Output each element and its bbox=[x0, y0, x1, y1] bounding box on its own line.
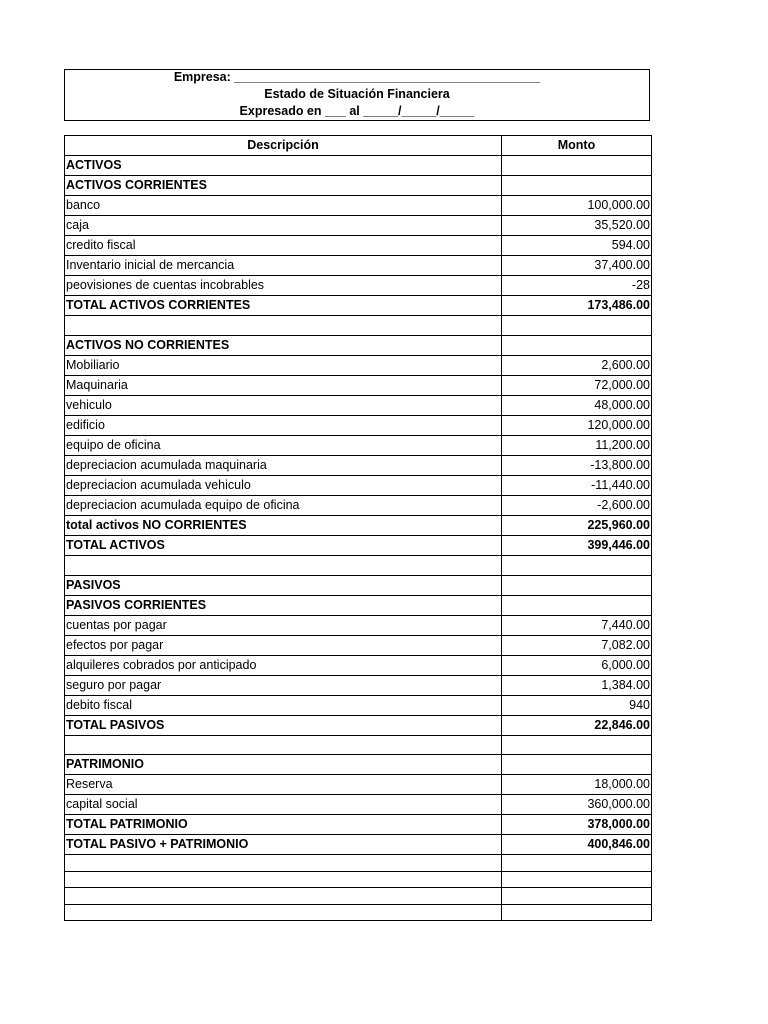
row-amount: -13,800.00 bbox=[502, 455, 652, 475]
row-amount bbox=[502, 176, 652, 196]
column-header-amount: Monto bbox=[502, 136, 652, 156]
table-row bbox=[65, 495, 652, 515]
row-amount: 37,400.00 bbox=[502, 256, 652, 276]
empty-row bbox=[65, 855, 652, 872]
empty-cell bbox=[502, 855, 652, 872]
row-amount bbox=[502, 156, 652, 176]
empty-cell bbox=[502, 904, 652, 921]
row-description bbox=[65, 316, 502, 336]
row-description: TOTAL PATRIMONIO bbox=[65, 815, 502, 835]
row-description: Reserva bbox=[65, 775, 502, 795]
row-amount: 940 bbox=[502, 695, 652, 715]
row-amount: 35,520.00 bbox=[502, 216, 652, 236]
row-description: debito fiscal bbox=[65, 695, 502, 715]
row-amount bbox=[502, 316, 652, 336]
table-row bbox=[65, 455, 652, 475]
row-amount: -28 bbox=[502, 276, 652, 296]
table-row bbox=[65, 515, 652, 535]
table-row bbox=[65, 815, 652, 835]
empty-cell bbox=[502, 888, 652, 905]
row-amount: 378,000.00 bbox=[502, 815, 652, 835]
row-description: ACTIVOS NO CORRIENTES bbox=[65, 335, 502, 355]
row-amount: -11,440.00 bbox=[502, 475, 652, 495]
row-amount: 594.00 bbox=[502, 236, 652, 256]
row-description: cuentas por pagar bbox=[65, 615, 502, 635]
empty-row bbox=[65, 904, 652, 921]
table-row bbox=[65, 176, 652, 196]
row-description: caja bbox=[65, 216, 502, 236]
row-description bbox=[65, 735, 502, 755]
row-description: edificio bbox=[65, 415, 502, 435]
table-row bbox=[65, 395, 652, 415]
table-row bbox=[65, 615, 652, 635]
empty-row bbox=[65, 888, 652, 905]
table-row bbox=[65, 675, 652, 695]
empty-cell bbox=[65, 871, 502, 888]
table-row bbox=[65, 256, 652, 276]
row-amount: 22,846.00 bbox=[502, 715, 652, 735]
row-description: credito fiscal bbox=[65, 236, 502, 256]
row-description: Inventario inicial de mercancia bbox=[65, 256, 502, 276]
table-row bbox=[65, 715, 652, 735]
row-amount: 100,000.00 bbox=[502, 196, 652, 216]
balance-sheet-table bbox=[64, 135, 652, 921]
row-description: Maquinaria bbox=[65, 375, 502, 395]
table-row bbox=[65, 375, 652, 395]
row-description: alquileres cobrados por anticipado bbox=[65, 655, 502, 675]
row-description: total activos NO CORRIENTES bbox=[65, 515, 502, 535]
table-row bbox=[65, 555, 652, 575]
row-amount: 2,600.00 bbox=[502, 355, 652, 375]
table-row bbox=[65, 316, 652, 336]
row-amount: 400,846.00 bbox=[502, 835, 652, 855]
row-description: efectos por pagar bbox=[65, 635, 502, 655]
table-row bbox=[65, 535, 652, 555]
row-amount: 6,000.00 bbox=[502, 655, 652, 675]
table-row bbox=[65, 795, 652, 815]
table-row bbox=[65, 775, 652, 795]
table-row bbox=[65, 415, 652, 435]
row-description: equipo de oficina bbox=[65, 435, 502, 455]
row-description: TOTAL PASIVOS bbox=[65, 715, 502, 735]
row-description: PATRIMONIO bbox=[65, 755, 502, 775]
table-row bbox=[65, 835, 652, 855]
table-row bbox=[65, 156, 652, 176]
row-amount: 72,000.00 bbox=[502, 375, 652, 395]
table-row bbox=[65, 216, 652, 236]
table-row bbox=[65, 755, 652, 775]
empty-cell bbox=[65, 904, 502, 921]
table-row bbox=[65, 196, 652, 216]
row-description: capital social bbox=[65, 795, 502, 815]
row-description: depreciacion acumulada vehiculo bbox=[65, 475, 502, 495]
report-title: Estado de Situación Financiera bbox=[264, 87, 450, 101]
table-row bbox=[65, 655, 652, 675]
row-amount: 11,200.00 bbox=[502, 435, 652, 455]
table-row bbox=[65, 276, 652, 296]
row-description: banco bbox=[65, 196, 502, 216]
row-amount: 399,446.00 bbox=[502, 535, 652, 555]
row-amount: 7,082.00 bbox=[502, 635, 652, 655]
row-amount bbox=[502, 755, 652, 775]
row-description: depreciacion acumulada equipo de oficina bbox=[65, 495, 502, 515]
row-description: seguro por pagar bbox=[65, 675, 502, 695]
row-amount bbox=[502, 735, 652, 755]
row-description: depreciacion acumulada maquinaria bbox=[65, 455, 502, 475]
row-description: TOTAL ACTIVOS bbox=[65, 535, 502, 555]
column-header-description: Descripción bbox=[65, 136, 502, 156]
row-description: peovisiones de cuentas incobrables bbox=[65, 276, 502, 296]
table-row bbox=[65, 475, 652, 495]
row-amount: 48,000.00 bbox=[502, 395, 652, 415]
empty-row bbox=[65, 871, 652, 888]
row-description: PASIVOS bbox=[65, 575, 502, 595]
company-line: Empresa: ____________________________________________ bbox=[173, 70, 541, 84]
period-line: Expresado en ___ al _____/_____/_____ bbox=[239, 104, 475, 118]
table-row bbox=[65, 695, 652, 715]
row-description: vehiculo bbox=[65, 395, 502, 415]
table-row bbox=[65, 435, 652, 455]
report-header bbox=[64, 69, 650, 121]
row-amount bbox=[502, 335, 652, 355]
row-amount: 1,384.00 bbox=[502, 675, 652, 695]
empty-cell bbox=[65, 888, 502, 905]
table-row bbox=[65, 635, 652, 655]
table-header-row bbox=[65, 136, 652, 156]
row-description: ACTIVOS bbox=[65, 156, 502, 176]
table-row bbox=[65, 575, 652, 595]
row-amount: 7,440.00 bbox=[502, 615, 652, 635]
table-row bbox=[65, 595, 652, 615]
table-row bbox=[65, 236, 652, 256]
row-description bbox=[65, 555, 502, 575]
row-amount bbox=[502, 595, 652, 615]
row-description: Mobiliario bbox=[65, 355, 502, 375]
row-amount: 225,960.00 bbox=[502, 515, 652, 535]
empty-cell bbox=[502, 871, 652, 888]
table-body bbox=[65, 156, 652, 921]
row-amount: 360,000.00 bbox=[502, 795, 652, 815]
row-amount: 173,486.00 bbox=[502, 296, 652, 316]
row-amount: -2,600.00 bbox=[502, 495, 652, 515]
row-amount bbox=[502, 555, 652, 575]
row-description: PASIVOS CORRIENTES bbox=[65, 595, 502, 615]
row-description: TOTAL ACTIVOS CORRIENTES bbox=[65, 296, 502, 316]
row-amount bbox=[502, 575, 652, 595]
empty-cell bbox=[65, 855, 502, 872]
table-row bbox=[65, 735, 652, 755]
table-row bbox=[65, 355, 652, 375]
table-row bbox=[65, 335, 652, 355]
row-description: TOTAL PASIVO + PATRIMONIO bbox=[65, 835, 502, 855]
row-amount: 120,000.00 bbox=[502, 415, 652, 435]
table-row bbox=[65, 296, 652, 316]
row-description: ACTIVOS CORRIENTES bbox=[65, 176, 502, 196]
row-amount: 18,000.00 bbox=[502, 775, 652, 795]
